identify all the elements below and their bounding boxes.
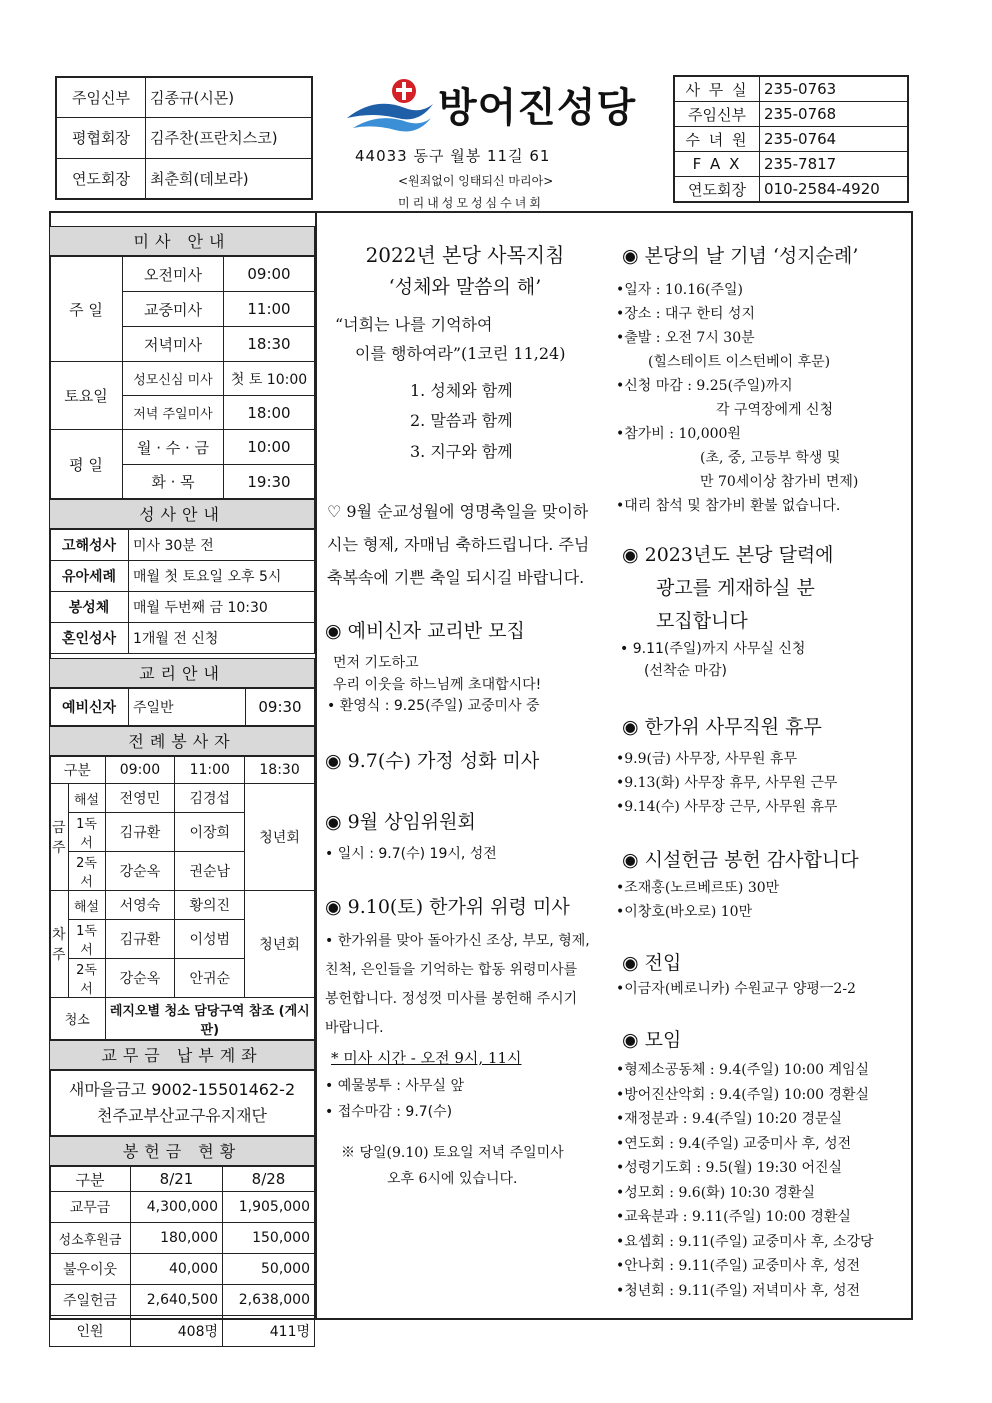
mass-time: 첫 토 10:00 — [224, 362, 315, 396]
catechumen-title: ◉ 예비신자 교리반 모집 — [325, 619, 525, 642]
offering-value: 50,000 — [223, 1254, 315, 1285]
pilgrimage-line: •참가비 : 10,000원 — [616, 426, 741, 442]
contact-label: F A X — [674, 152, 760, 177]
official-role: 주임신부 — [56, 77, 146, 118]
doctrine-title: 교리안내 — [49, 658, 315, 688]
official-name: 김종규(시몬) — [146, 77, 313, 118]
sacrament-value: 미사 30분 전 — [129, 530, 315, 561]
contact-number: 235-0764 — [760, 127, 909, 152]
sidebar-divider — [315, 211, 317, 1320]
meeting-line: •안나회 : 9.11(주일) 교중미사 후, 성전 — [616, 1258, 861, 1275]
official-role: 평협회장 — [56, 118, 146, 158]
sidebar — [49, 226, 315, 1347]
servers-head: 18:30 — [245, 757, 315, 784]
meetings-title: ◉ 모임 — [622, 1029, 682, 1052]
contact-label: 연도회장 — [674, 177, 760, 203]
servers-role: 해설 — [68, 784, 105, 813]
official-role: 연도회장 — [56, 158, 146, 199]
offering-head: 8/21 — [131, 1167, 223, 1192]
convent-name: 미리내성모성심수녀회 — [398, 196, 544, 210]
calendar-title: 광고를 게재하실 분 — [656, 577, 815, 599]
servers-role: 1독서 — [68, 920, 105, 959]
holiday-off-title: ◉ 한가위 사무직원 휴무 — [622, 716, 822, 739]
feast-greeting: ♡ 9월 순교성월에 영명축일을 맞이하시는 형제, 자매님 축하드립니다. 주님 축복속에 기쁜 축일 되시길 바랍니다. — [327, 501, 590, 587]
meetings-list — [616, 1058, 908, 1303]
pilgrimage-line: •일자 : 10.16(주일) — [616, 282, 743, 298]
pilgrimage-line: 만 70세이상 참가비 면제) — [700, 474, 859, 490]
column-right — [616, 235, 908, 1303]
servers-name: 황의진 — [175, 891, 245, 920]
mass-time: 09:00 — [224, 257, 315, 292]
offering-value: 40,000 — [131, 1254, 223, 1285]
offering-table — [49, 1166, 315, 1347]
pilgrimage-line: 각 구역장에게 신청 — [716, 402, 834, 418]
servers-week: 차주 — [50, 891, 69, 998]
offering-value: 150,000 — [223, 1223, 315, 1254]
sacrament-value: 1개월 전 신청 — [129, 623, 315, 654]
servers-role: 해설 — [68, 891, 105, 920]
home-mass-title: ◉ 9.7(수) 가정 성화 미사 — [325, 750, 540, 773]
meeting-line: •청년회 : 9.11(주일) 저녁미사 후, 성전 — [616, 1282, 861, 1299]
catechumen-line: 우리 이웃을 하느님께 초대합시다! — [333, 676, 542, 693]
mass-name: 교중미사 — [123, 292, 224, 327]
offering-value: 2,640,500 — [131, 1285, 223, 1316]
offering-value: 411명 — [223, 1316, 315, 1347]
servers-name: 이장희 — [175, 813, 245, 852]
church-logo-icon — [345, 74, 435, 140]
servers-title: 전례봉사자 — [49, 726, 315, 756]
mass-time: 18:30 — [224, 327, 315, 362]
dues-account: 새마을금고 9002-15501462-2 — [68, 1080, 296, 1099]
servers-role: 2독서 — [68, 852, 105, 891]
offering-title: 봉헌금 현황 — [49, 1136, 315, 1166]
dues-title: 교무금 납부계좌 — [49, 1040, 315, 1070]
donation-title: ◉ 시설헌금 봉헌 감사합니다 — [622, 849, 859, 872]
donation-line: •조재홍(노르베르또) 30만 — [616, 880, 780, 897]
church-name: 방어진성당 — [438, 85, 637, 131]
pilgrimage-line: •신청 마감 : 9.25(주일)까지 — [616, 378, 793, 394]
servers-name: 김경섭 — [175, 784, 245, 813]
policy-subtitle: ‘성체와 말씀의 해’ — [388, 276, 542, 298]
official-name: 최춘희(데보라) — [146, 158, 313, 199]
sacrament-value: 매월 두번째 금 10:30 — [129, 592, 315, 623]
meeting-line: •방어진산악회 : 9.4(주일) 10:00 경환실 — [616, 1086, 870, 1103]
servers-name: 전영민 — [105, 784, 175, 813]
meeting-line: •교육분과 : 9.11(주일) 10:00 경환실 — [616, 1209, 851, 1226]
offering-label: 성소후원금 — [50, 1223, 131, 1254]
offering-value: 4,300,000 — [131, 1192, 223, 1223]
memorial-envelope: • 예물봉투 : 사무실 앞 — [325, 1077, 464, 1094]
contact-label: 주임신부 — [674, 102, 760, 127]
offering-label: 불우이웃 — [50, 1254, 131, 1285]
meeting-line: •요셉회 : 9.11(주일) 교중미사 후, 소강당 — [616, 1233, 874, 1250]
memorial-desc: • 한가위를 맞아 돌아가신 조상, 부모, 형제, 친척, 은인들을 기억하는 합동 위령미사를 봉헌합니다. 정성껏 미사를 봉헌해 주시기 바랍니다. — [325, 932, 590, 1036]
dues-box — [49, 1070, 315, 1136]
pilgrimage-line: •대리 참석 및 참가비 환불 없습니다. — [616, 498, 841, 514]
mass-sunday: 주 일 — [50, 257, 123, 362]
contact-label: 사 무 실 — [674, 76, 760, 102]
mass-time: 11:00 — [224, 292, 315, 327]
meeting-line: •성령기도회 : 9.5(월) 19:30 어진실 — [616, 1160, 843, 1177]
cleaning-value: 레지오별 청소 담당구역 참조 (게시판) — [105, 998, 314, 1040]
policy-quote-line2: 이를 행하여라”(1코린 11,24) — [355, 343, 566, 363]
church-motto: <원죄없이 잉태되신 마리아> — [398, 174, 554, 188]
donation-list — [616, 876, 908, 924]
calendar-title: 모집합니다 — [656, 610, 748, 632]
memorial-title: ◉ 9.10(토) 한가위 위령 미사 — [325, 895, 570, 918]
policy-quote-line1: “너희는 나를 기억하여 — [335, 315, 493, 334]
servers-name: 김규환 — [105, 920, 175, 959]
servers-name: 안귀순 — [175, 959, 245, 998]
committee-title: ◉ 9월 상임위원회 — [325, 811, 476, 834]
doctrine-label: 예비신자 — [50, 689, 129, 726]
calendar-bullet: (선착순 마감) — [644, 662, 727, 679]
servers-name: 서영숙 — [105, 891, 175, 920]
sacrament-value: 매월 첫 토요일 오후 5시 — [129, 561, 315, 592]
meeting-line: •형제소공동체 : 9.4(주일) 10:00 계임실 — [616, 1062, 870, 1079]
servers-role: 2독서 — [68, 959, 105, 998]
catechumen-line: 먼저 기도하고 — [333, 654, 419, 671]
contact-label: 수 녀 원 — [674, 127, 760, 152]
contact-number: 235-0768 — [760, 102, 909, 127]
servers-youth: 청년회 — [245, 891, 315, 998]
pilgrimage-title: ◉ 본당의 날 기념 ‘성지순례’ — [622, 245, 859, 267]
committee-bullet: • 일시 : 9.7(수) 19시, 성전 — [325, 846, 497, 863]
header-officials-table — [55, 76, 313, 200]
mass-title: 미사 안내 — [49, 226, 315, 256]
mass-name: 오전미사 — [123, 257, 224, 292]
transfer-title: ◉ 전입 — [622, 952, 682, 975]
servers-name: 강순옥 — [105, 959, 175, 998]
calendar-bullet: • 9.11(주일)까지 사무실 신청 — [620, 641, 806, 657]
servers-head: 11:00 — [175, 757, 245, 784]
meeting-line: •성모회 : 9.6(화) 10:30 경환실 — [616, 1184, 815, 1201]
mass-time: 10:00 — [224, 430, 315, 465]
servers-youth: 청년회 — [245, 784, 315, 891]
offering-head: 구분 — [50, 1167, 131, 1192]
policy-title: 2022년 본당 사목지침 — [365, 243, 565, 267]
mass-name: 저녁 주일미사 — [123, 396, 224, 430]
contact-number: 235-0763 — [760, 76, 909, 102]
mass-saturday: 토요일 — [50, 362, 123, 430]
sacrament-label: 혼인성사 — [50, 623, 129, 654]
servers-name: 권순남 — [175, 852, 245, 891]
mass-name: 성모신심 미사 — [123, 362, 224, 396]
column-middle — [325, 235, 605, 1191]
servers-head: 구분 — [50, 757, 106, 784]
mass-name: 화 · 목 — [123, 465, 224, 499]
pilgrimage-line: (힐스테이트 이스턴베이 후문) — [648, 354, 831, 370]
mass-time: 19:30 — [224, 465, 315, 499]
mass-time: 18:00 — [224, 396, 315, 430]
contact-number: 010-2584-4920 — [760, 177, 909, 203]
pilgrimage-line: (초, 중, 고등부 학생 및 — [700, 450, 841, 466]
sacrament-label: 고해성사 — [50, 530, 129, 561]
servers-name: 이성범 — [175, 920, 245, 959]
offering-value: 180,000 — [131, 1223, 223, 1254]
meeting-line: •연도회 : 9.4(주일) 교중미사 후, 성전 — [616, 1135, 852, 1152]
servers-name: 강순옥 — [105, 852, 175, 891]
sacrament-label: 봉성체 — [50, 592, 129, 623]
dues-foundation: 천주교부산교구유지재단 — [96, 1106, 268, 1125]
mass-name: 저녁미사 — [123, 327, 224, 362]
memorial-note: ※ 당일(9.10) 토요일 저녁 주일미사 — [341, 1145, 564, 1162]
policy-item: 3. 지구와 함께 — [410, 442, 513, 462]
servers-head: 09:00 — [105, 757, 175, 784]
doctrine-table — [49, 688, 315, 726]
holiday-off-line: •9.13(화) 사무장 휴무, 사무원 근무 — [616, 775, 838, 792]
donation-line: •이창호(바오로) 10만 — [616, 904, 753, 921]
offering-label: 인원 — [50, 1316, 131, 1347]
catechumen-bullet: • 환영식 : 9.25(주일) 교중미사 중 — [327, 698, 540, 715]
mass-weekday: 평 일 — [50, 430, 123, 499]
memorial-deadline: • 접수마감 : 9.7(수) — [325, 1103, 453, 1120]
offering-head: 8/28 — [223, 1167, 315, 1192]
pilgrimage-line: •장소 : 대구 한티 성지 — [616, 306, 755, 322]
holiday-off-list — [616, 747, 908, 819]
memorial-time: * 미사 시간 - 오전 9시, 11시 — [331, 1048, 522, 1067]
church-address: 44033 동구 월봉 11길 61 — [355, 147, 551, 165]
offering-value: 2,638,000 — [223, 1285, 315, 1316]
holiday-off-line: •9.9(금) 사무장, 사무원 휴무 — [616, 751, 797, 768]
doctrine-class: 주일반 — [129, 689, 246, 726]
servers-name: 김규환 — [105, 813, 175, 852]
official-name: 김주찬(프란치스코) — [146, 118, 313, 158]
servers-role: 1독서 — [68, 813, 105, 852]
offering-value: 1,905,000 — [223, 1192, 315, 1223]
contact-table — [673, 75, 909, 203]
pilgrimage-details — [616, 278, 908, 518]
holiday-off-line: •9.14(수) 사무장 근무, 사무원 휴무 — [616, 799, 838, 816]
sacrament-title: 성사안내 — [49, 499, 315, 529]
calendar-title: ◉ 2023년도 본당 달력에 — [622, 544, 834, 566]
offering-value: 408명 — [131, 1316, 223, 1347]
mass-name: 월 · 수 · 금 — [123, 430, 224, 465]
sacrament-label: 유아세례 — [50, 561, 129, 592]
meeting-line: •재정분과 : 9.4(주일) 10:20 경문실 — [616, 1111, 843, 1128]
pilgrimage-line: •출발 : 오전 7시 30분 — [616, 330, 755, 346]
memorial-note: 오후 6시에 있습니다. — [387, 1171, 518, 1188]
offering-label: 교무금 — [50, 1192, 131, 1223]
policy-item: 2. 말씀과 함께 — [410, 411, 513, 431]
servers-table — [49, 756, 315, 1040]
doctrine-time: 09:30 — [246, 689, 315, 726]
cleaning-label: 청소 — [50, 998, 106, 1040]
mass-table — [49, 256, 315, 499]
transfer-line: •이금자(베로니카) 수원교구 양평ㅡ2-2 — [616, 981, 856, 998]
offering-label: 주일헌금 — [50, 1285, 131, 1316]
sacrament-table — [49, 529, 315, 654]
contact-number: 235-7817 — [760, 152, 909, 177]
policy-item: 1. 성체와 함께 — [410, 380, 513, 400]
servers-week: 금주 — [50, 784, 69, 891]
